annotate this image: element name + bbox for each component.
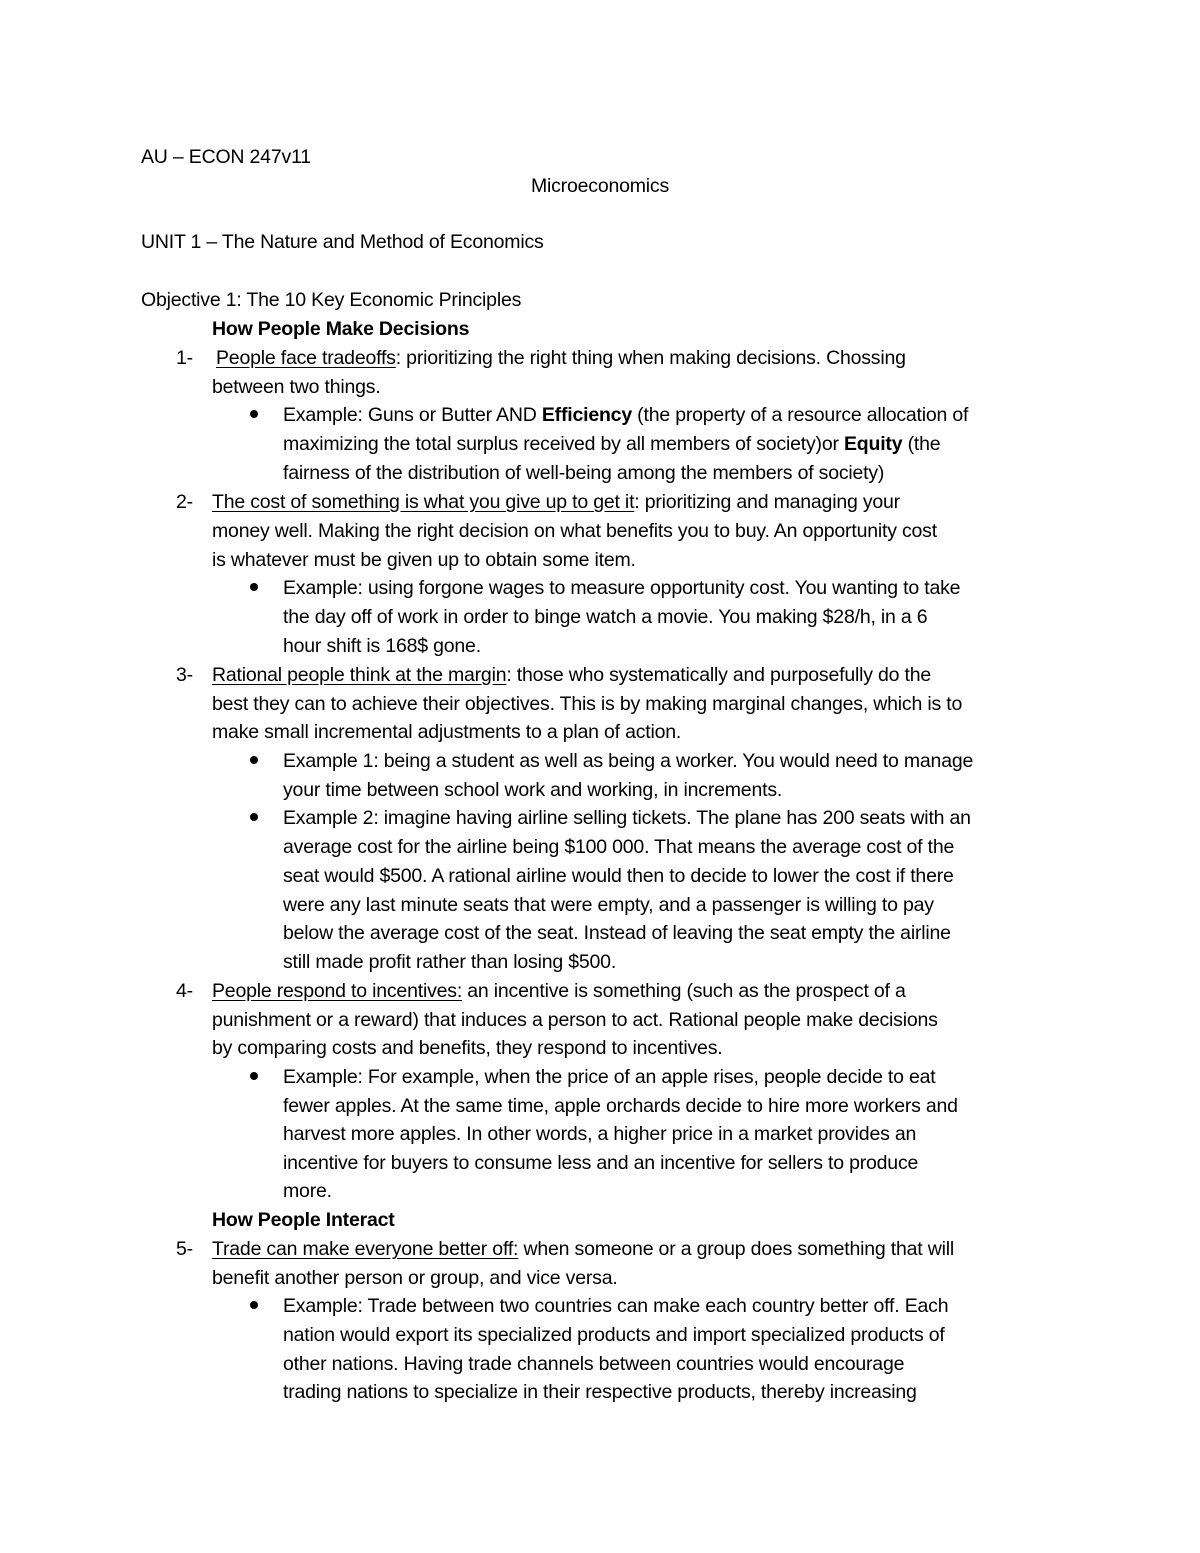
principle-1-example-cont: fairness of the distribution of well-being among the members of society) bbox=[283, 462, 885, 484]
principle-2-title: The cost of something is what you give up to get it bbox=[212, 491, 635, 513]
bullet-icon bbox=[250, 583, 258, 591]
principle-4-example-cont: incentive for buyers to consume less and an incentive for sellers to produce bbox=[283, 1152, 919, 1174]
bullet-icon bbox=[250, 410, 258, 418]
principle-2-text: money well. Making the right decision on what benefits you to buy. An opportunity cost bbox=[212, 520, 937, 542]
item-number: 2- bbox=[176, 491, 193, 513]
principle-5-example-cont: trading nations to specialize in their respective products, thereby increasing bbox=[283, 1381, 917, 1403]
principle-5-example-cont: other nations. Having trade channels between countries would encourage bbox=[283, 1353, 905, 1375]
principle-3-example-2-cont: average cost for the airline being $100 000. That means the average cost of the bbox=[283, 836, 955, 858]
principle-4-example-cont: more. bbox=[283, 1180, 332, 1202]
principle-5-example-cont: nation would export its specialized products and import specialized products of bbox=[283, 1324, 945, 1346]
item-number: 5- bbox=[176, 1238, 193, 1260]
principle-2-line: The cost of something is what you give up to get it: prioritizing and managing your bbox=[212, 491, 900, 513]
principle-3-example-1: Example 1: being a student as well as being a worker. You would need to manage bbox=[283, 750, 974, 772]
section-heading-interact: How People Interact bbox=[212, 1209, 395, 1231]
item-number: 4- bbox=[176, 980, 193, 1002]
document-title: Microeconomics bbox=[530, 175, 670, 197]
principle-4-text: by comparing costs and benefits, they respond to incentives. bbox=[212, 1037, 723, 1059]
principle-2-example: Example: using forgone wages to measure opportunity cost. You wanting to take bbox=[283, 577, 961, 599]
principle-5-line: Trade can make everyone better off: when someone or a group does something that will bbox=[212, 1238, 954, 1260]
equity-term: Equity bbox=[843, 433, 903, 455]
principle-4-text: punishment or a reward) that induces a person to act. Rational people make decisions bbox=[212, 1009, 938, 1031]
principle-1-example-cont: maximizing the total surplus received by all members of society)or Equity (the bbox=[283, 433, 941, 455]
bullet-icon bbox=[250, 1072, 258, 1080]
principle-3-example-2-cont: were any last minute seats that were empty, and a passenger is willing to pay bbox=[283, 894, 934, 916]
principle-5-title: Trade can make everyone better off: bbox=[212, 1238, 519, 1260]
principle-4-line: People respond to incentives: an incentive is something (such as the prospect of a bbox=[212, 980, 906, 1002]
principle-3-line: Rational people think at the margin: those who systematically and purposefully do the bbox=[212, 664, 932, 686]
principle-4-title: People respond to incentives: bbox=[212, 980, 463, 1002]
section-heading-decisions: How People Make Decisions bbox=[212, 318, 470, 340]
bullet-icon bbox=[250, 756, 258, 764]
principle-4-example-cont: harvest more apples. In other words, a higher price in a market provides an bbox=[283, 1123, 917, 1145]
principle-2-example-cont: the day off of work in order to binge watch a movie. You making $28/h, in a 6 bbox=[283, 606, 928, 628]
principle-3-example-2-cont: still made profit rather than losing $500. bbox=[283, 951, 617, 973]
principle-3-text: make small incremental adjustments to a plan of action. bbox=[212, 721, 682, 743]
principle-3-example-2-cont: below the average cost of the seat. Instead of leaving the seat empty the airline bbox=[283, 922, 951, 944]
bullet-icon bbox=[250, 1301, 258, 1309]
principle-4-example: Example: For example, when the price of an apple rises, people decide to eat bbox=[283, 1066, 936, 1088]
principle-4-example-cont: fewer apples. At the same time, apple orchards decide to hire more workers and bbox=[283, 1095, 958, 1117]
principle-2-example-cont: hour shift is 168$ gone. bbox=[283, 635, 481, 657]
item-number: 1- bbox=[176, 347, 193, 369]
principle-3-title: Rational people think at the margin bbox=[212, 664, 507, 686]
unit-heading: UNIT 1 – The Nature and Method of Economics bbox=[141, 231, 544, 253]
principle-5-example: Example: Trade between two countries can make each country better off. Each bbox=[283, 1295, 949, 1317]
principle-5-text: benefit another person or group, and vice versa. bbox=[212, 1267, 618, 1289]
principle-3-example-2: Example 2: imagine having airline selling tickets. The plane has 200 seats with an bbox=[283, 807, 971, 829]
principle-1-line: People face tradeoffs: prioritizing the right thing when making decisions. Chossing bbox=[216, 347, 906, 369]
principle-1-title: People face tradeoffs bbox=[216, 347, 396, 369]
course-code: AU – ECON 247v11 bbox=[141, 146, 311, 168]
principle-1-text: between two things. bbox=[212, 376, 381, 398]
principle-2-text: is whatever must be given up to obtain some item. bbox=[212, 549, 636, 571]
item-number: 3- bbox=[176, 664, 193, 686]
efficiency-term: Efficiency bbox=[541, 404, 632, 426]
principle-1-example: Example: Guns or Butter AND Efficiency (the property of a resource allocation of bbox=[283, 404, 969, 426]
principle-3-text: best they can to achieve their objectives. This is by making marginal changes, which is to bbox=[212, 693, 963, 715]
principle-3-example-2-cont: seat would $500. A rational airline would then to decide to lower the cost if there bbox=[283, 865, 954, 887]
objective-heading: Objective 1: The 10 Key Economic Principles bbox=[141, 289, 522, 311]
bullet-icon bbox=[250, 813, 258, 821]
principle-3-example-1-cont: your time between school work and working, in increments. bbox=[283, 779, 783, 801]
